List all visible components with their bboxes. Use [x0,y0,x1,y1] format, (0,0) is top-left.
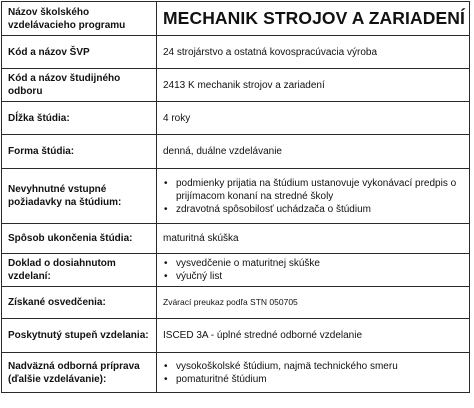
list-item [163,270,463,283]
list-item-text: zdravotná spôsobilosť uchádzača o štúdium [176,203,371,215]
education-document-list [163,257,463,283]
bullet-icon: • [164,177,168,189]
list-item-text: výučný list [176,271,223,282]
study-program-table [1,1,470,393]
row-value-education-document [157,254,470,287]
row-label-certificates: Získané osvedčenia: [2,287,157,319]
row-label-duration: Dĺžka štúdia: [2,102,157,135]
table-row [2,2,470,36]
row-value-svp: 24 strojárstvo a ostatná kovospracúvacia výroba [157,36,470,69]
bullet-icon: • [164,258,168,269]
list-item [163,203,463,216]
list-item [163,177,463,203]
list-item [163,360,463,373]
row-label-program-name: Názov školského vzdelávacieho programu [2,2,157,36]
entry-requirements-list [163,177,463,216]
row-value-completion: maturitná skúška [157,224,470,254]
list-item [163,373,463,386]
table-row [2,135,470,169]
table-row [2,169,470,224]
bullet-icon: • [164,203,168,215]
further-education-list [163,360,463,386]
row-label-further-education: Nadväzná odborná príprava (ďalšie vzdelávanie): [2,353,157,393]
table-row [2,36,470,69]
program-title: MECHANIK STROJOV A ZARIADENÍ [157,2,470,36]
table-row [2,254,470,287]
row-value-education-level: ISCED 3A - úplné stredné odborné vzdelanie [157,319,470,353]
row-value-study-form: denná, duálne vzdelávanie [157,135,470,169]
list-item-text: pomaturitné štúdium [176,373,267,385]
list-item [163,257,463,270]
row-label-study-field: Kód a názov študijného odboru [2,69,157,102]
row-label-entry-requirements: Nevyhnutné vstupné požiadavky na štúdium: [2,169,157,224]
row-label-svp: Kód a názov ŠVP [2,36,157,69]
table-row [2,224,470,254]
table-row [2,353,470,393]
row-value-further-education [157,353,470,393]
list-item-text: vysokoškolské štúdium, najmä technického smeru [176,360,398,372]
bullet-icon: • [164,373,168,385]
list-item-text: vysvedčenie o maturitnej skúške [176,258,320,269]
row-label-completion: Spôsob ukončenia štúdia: [2,224,157,254]
table-row [2,287,470,319]
bullet-icon: • [164,360,168,372]
row-value-duration: 4 roky [157,102,470,135]
row-label-education-level: Poskytnutý stupeň vzdelania: [2,319,157,353]
table-row [2,319,470,353]
row-value-study-field: 2413 K mechanik strojov a zariadení [157,69,470,102]
bullet-icon: • [164,271,168,282]
row-value-certificates: Zvárací preukaz podľa STN 050705 [157,287,470,319]
table-row [2,69,470,102]
row-label-education-document: Doklad o dosiahnutom vzdelaní: [2,254,157,287]
table-row [2,102,470,135]
row-value-entry-requirements [157,169,470,224]
row-label-study-form: Forma štúdia: [2,135,157,169]
list-item-text: podmienky prijatia na štúdium ustanovuje vykonávací predpis o prijímacom konaní na stredné školy [176,177,457,202]
